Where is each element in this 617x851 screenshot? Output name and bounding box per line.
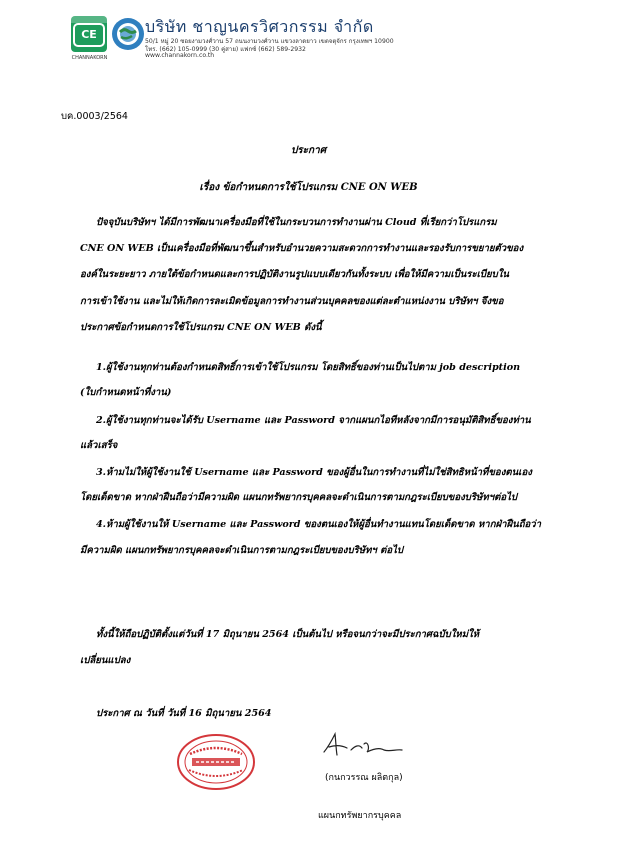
announcement-subject: เรื่อง ข้อกำหนดการใช้โปรแกรม CNE ON WEB	[199, 182, 418, 193]
logo-label: CHANNAKORN	[71, 55, 108, 61]
rule-item: 3.ห้ามไม่ให้ผู้ใช้งานใช้ Username และ Password ของผู้อื่นในการทำงานที่ไม่ใช่สิทธิหน้าที่ของตนเอง	[96, 467, 532, 478]
company-address: 50/1 หมู่ 20 ซอยงามวงศ์วาน 57 ถนนงามวงศ์วาน แขวงลาดยาว เขตจตุจักร กรุงเทพฯ 10900	[145, 38, 394, 45]
rule-item: 2.ผู้ใช้งานทุกท่านจะได้รับ Username และ Password จากแผนกไอทีหลังจากมีการอนุมัติสิทธิ์ของท่าน	[96, 415, 531, 426]
rule-item-continuation: แล้วเสร็จ	[80, 440, 118, 451]
rule-item-continuation: โดยเด็ดขาด หากฝ่าฝืนถือว่ามีความผิด แผนกทรัพยากรบุคคลจะดำเนินการตามกฎระเบียบของบริษัทฯต่อไป	[80, 492, 517, 503]
globe-emblem	[111, 17, 145, 51]
rule-item-continuation: มีความผิด แผนกทรัพยากรบุคคลจะดำเนินการตามกฎระเบียบของบริษัทฯ ต่อไป	[80, 545, 404, 556]
company-logo	[71, 16, 107, 52]
company-website: www.channakorn.co.th	[145, 52, 215, 59]
text-line: ปัจจุบันบริษัทฯ ได้มีการพัฒนาเครื่องมือที่ใช้ในกระบวนการทำงานผ่าน Cloud ที่เรียกว่าโปรแกรม	[96, 217, 497, 228]
text-line: ประกาศข้อกำหนดการใช้โปรแกรม CNE ON WEB ดังนี้	[80, 322, 322, 333]
rule-item-continuation: (ใบกำหนดหน้าที่งาน)	[80, 387, 172, 398]
rule-item: 4.ห้ามผู้ใช้งานให้ Username และ Password ของตนเองให้ผู้อื่นทำงานแทนโดยเด็ดขาด หากฝ่าฝืนถือว่า	[96, 519, 542, 530]
company-name: บริษัท ชาญนครวิศวกรรม จำกัด	[145, 17, 374, 36]
text-line: เปลี่ยนแปลง	[80, 655, 131, 666]
text-line: การเข้าใช้งาน และไม่ให้เกิดการละเมิดข้อมูลการทำงานส่วนบุคคลของแต่ละตำแหน่งงาน บริษัทฯ จึงขอ	[80, 296, 504, 307]
announcement-title: ประกาศ	[290, 145, 327, 156]
text-line: องค์ในระยะยาว ภายใต้ข้อกำหนดและการปฏิบัติงานรูปแบบเดียวกันทั้งระบบ เพื่อให้มีความเป็นระเบียบใน	[80, 269, 509, 280]
text-line: CNE ON WEB เป็นเครื่องมือที่พัฒนาขึ้นสำหรับอำนวยความสะดวกการทำงานและรองรับการขยายตัวของ	[80, 243, 524, 254]
rule-item: 1.ผู้ใช้งานทุกท่านต้องกำหนดสิทธิ์การเข้าใช้โปรแกรม โดยสิทธิ์ของท่านเป็นไปตาม job description	[96, 362, 521, 373]
logo-mark: CE	[73, 23, 105, 47]
document-reference: บค.0003/2564	[61, 111, 128, 122]
company-phone: โทร. (662) 105-0999 (30 คู่สาย) แฟกซ์ (662) 589-2932	[145, 46, 306, 53]
announcement-date: ประกาศ ณ วันที่ วันที่ 16 มิถุนายน 2564	[96, 708, 272, 719]
company-seal	[176, 733, 256, 791]
signatory-department: แผนกทรัพยากรบุคคล	[318, 811, 402, 821]
signatory-name: (กนกวรรณ ผลิตกุล)	[325, 773, 403, 783]
signature	[318, 728, 418, 764]
text-line: ทั้งนี้ให้ถือปฏิบัติตั้งแต่วันที่ 17 มิถุนายน 2564 เป็นต้นไป หรือจนกว่าจะมีประกาศฉบับใหม่ให้	[96, 629, 480, 640]
